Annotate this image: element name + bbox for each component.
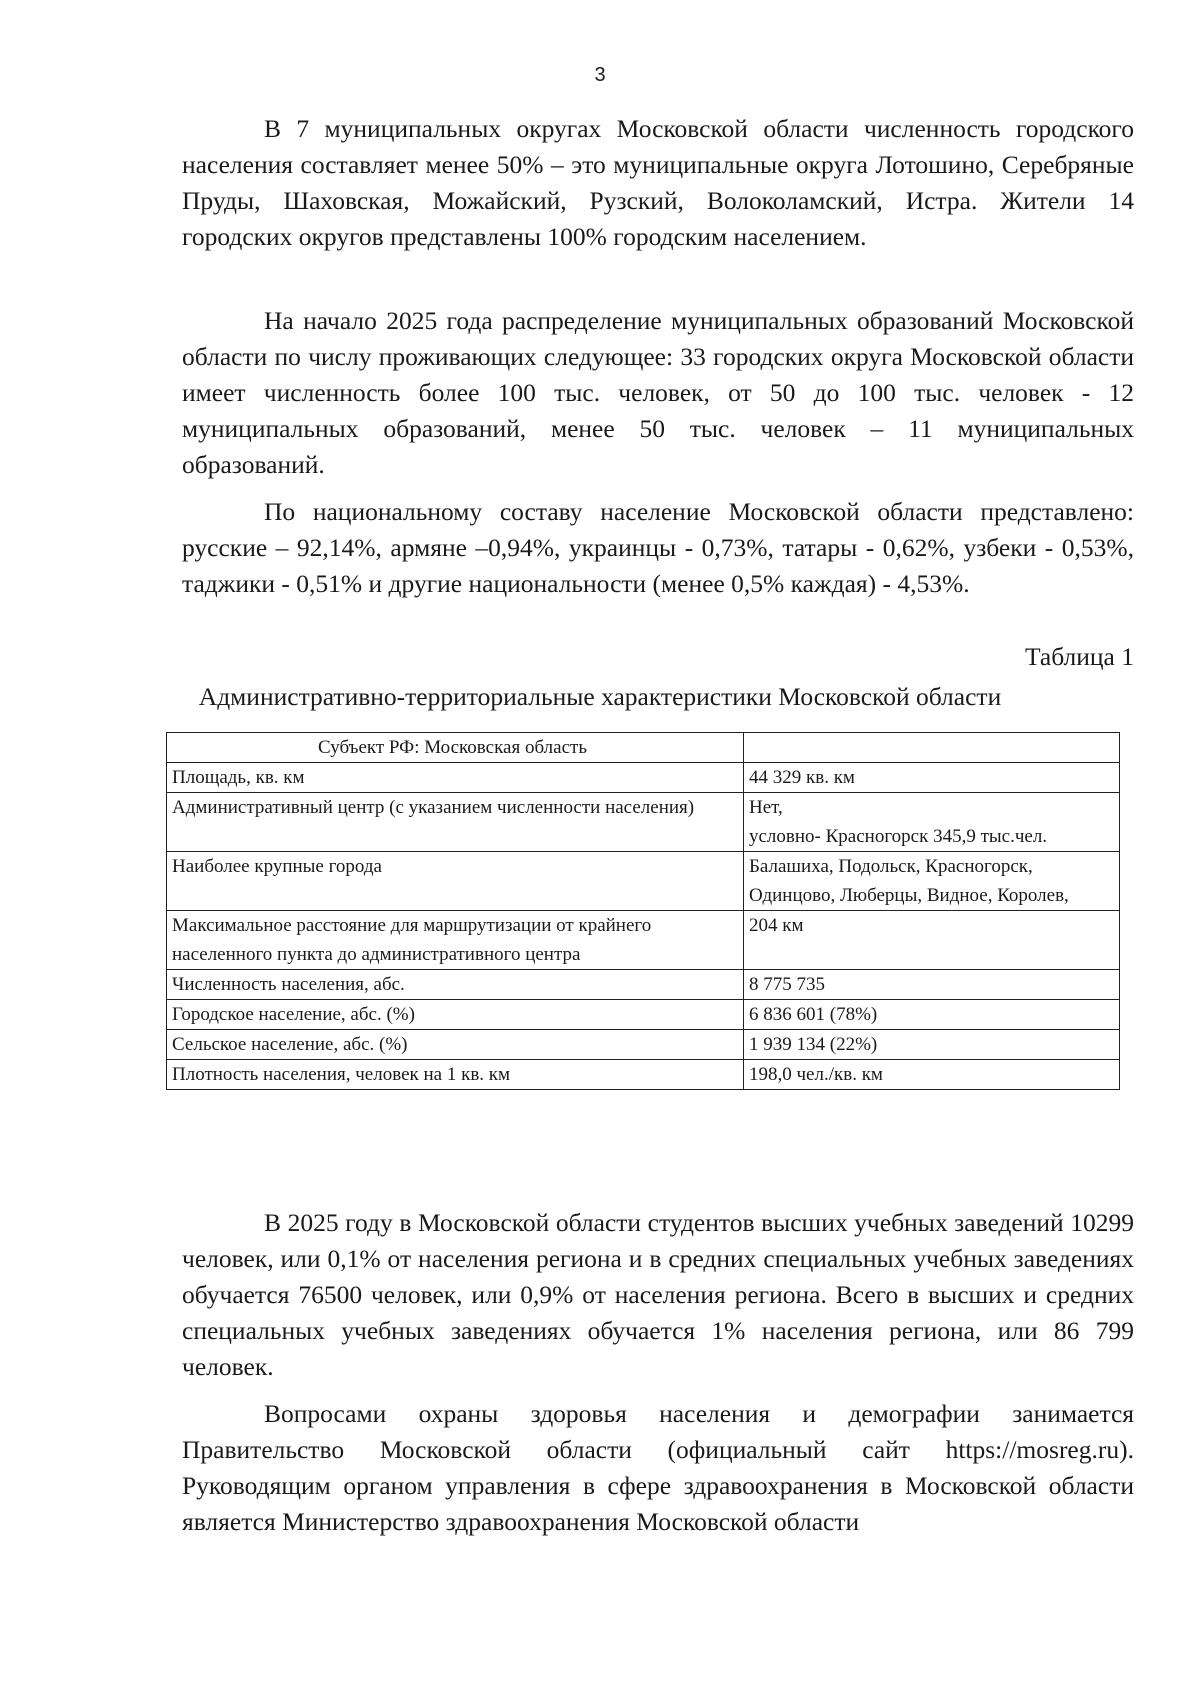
table-row-value: 6 836 601 (78%) [744, 1000, 1120, 1030]
table-row [167, 793, 1120, 852]
table-number-caption: Таблица 1 [1024, 642, 1134, 671]
paragraph-municipal-distribution: На начало 2025 года распределение муниципальных образований Московской области по числу проживающих следующее: 33 городских округа Московской области имеет численность более 100 тыс. человек, от 50 до 100 тыс. человек - 12 муниципальных образований, менее 50 тыс. человек – 11 муниципальных образований. [182, 306, 1134, 479]
characteristics-table [166, 732, 1120, 1090]
paragraph-students: В 2025 году в Московской области студентов высших учебных заведений 10299 человек, или 0,1% от населения региона и в средних специальных учебных заведениях обучается 76500 человек, или 0,9% от населения региона. Всего в высших и средних специальных учебных заведениях обучается 1% населения региона, или 86 799 человек. [182, 1208, 1134, 1381]
table-row-label: Наиболее крупные города [167, 852, 744, 911]
table-row-label: Численность населения, абс. [167, 970, 744, 1000]
table-row-value: Нет, условно- Красногорск 345,9 тыс.чел. [744, 793, 1120, 852]
table-row [167, 970, 1120, 1000]
table-row-value: 204 км [744, 911, 1120, 970]
table-row-label: Максимальное расстояние для маршрутизации от крайнего населенного пункта до административного центра [167, 911, 744, 970]
table-row-value: 8 775 735 [744, 970, 1120, 1000]
table-row [167, 1030, 1120, 1060]
paragraph-national-composition: По национальному составу население Московской области представлено: русские – 92,14%, армяне –0,94%, украинцы - 0,73%, татары - 0,62%, узбеки - 0,53%, таджики - 0,51% и другие национальности (менее 0,5% каждая) - 4,53%. [182, 497, 1134, 598]
table-row [167, 763, 1120, 793]
table-row-value: 198,0 чел./кв. км [744, 1060, 1120, 1090]
table-row-label: Городское население, абс. (%) [167, 1000, 744, 1030]
table-row-label: Площадь, кв. км [167, 763, 744, 793]
table-row-label: Административный центр (с указанием численности населения) [167, 793, 744, 852]
table-row [167, 1060, 1120, 1090]
page-number: 3 [594, 64, 606, 86]
table-title: Административно-территориальные характеристики Московской области [198, 682, 1002, 711]
table-row [167, 911, 1120, 970]
table-row [167, 852, 1120, 911]
table-row-label: Сельское население, абс. (%) [167, 1030, 744, 1060]
table-header-row [167, 733, 1120, 763]
table-row-value: 1 939 134 (22%) [744, 1030, 1120, 1060]
paragraph-healthcare-governance: Вопросами охраны здоровья населения и демографии занимается Правительство Московской области (официальный сайт https://mosreg.ru). Руководящим органом управления в сфере здравоохранения в Московской области является Министерство здравоохранения Московской области [182, 1399, 1134, 1536]
table-row [167, 1000, 1120, 1030]
table-header-value [744, 733, 1120, 763]
table-row-value: 44 329 кв. км [744, 763, 1120, 793]
table-row-value: Балашиха, Подольск, Красногорск, Одинцово, Люберцы, Видное, Королев, [744, 852, 1120, 911]
paragraph-urban-population: В 7 муниципальных округах Московской области численность городского населения составляет менее 50% – это муниципальные округа Лотошино, Серебряные Пруды, Шаховская, Можайский, Рузский, Волоколамский, Истра. Жители 14 городских округов представлены 100% городским населением. [182, 114, 1134, 251]
table-header-subject: Субъект РФ: Московская область [167, 733, 744, 763]
table-row-label: Плотность населения, человек на 1 кв. км [167, 1060, 744, 1090]
